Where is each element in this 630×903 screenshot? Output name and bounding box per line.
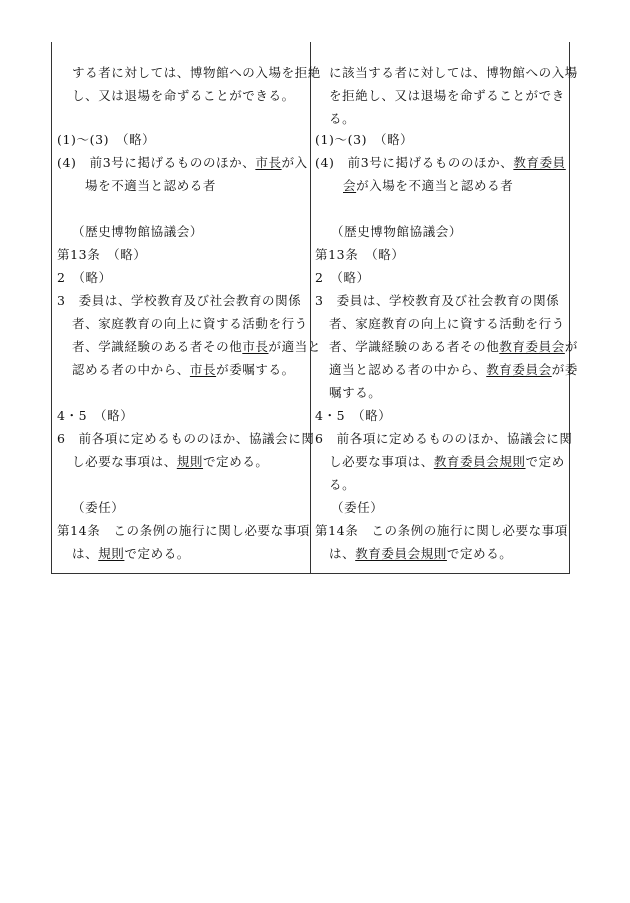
right-line-15: 4・5 （略） bbox=[315, 408, 392, 423]
right-line-7: （歴史博物館協議会） bbox=[331, 224, 463, 239]
right-line-11: 者、家庭教育の向上に資する活動を行う bbox=[329, 316, 565, 331]
left-line-1: する者に対しては、博物館への入場を拒絶 bbox=[72, 65, 321, 80]
left-line-11: 者、学識経験のある者その他市長が適当と bbox=[72, 339, 321, 354]
right-column bbox=[311, 42, 578, 573]
left-line-12: 認める者の中から、市長が委嘱する。 bbox=[72, 362, 295, 377]
left-line-7: 第13条 （略） bbox=[57, 247, 147, 262]
right-line-6: 会が入場を不適当と認める者 bbox=[343, 178, 514, 193]
right-line-19: （委任） bbox=[331, 500, 384, 515]
left-line-9: 3 委員は、学校教育及び社会教育の関係 bbox=[57, 293, 302, 308]
left-line-18: は、規則で定める。 bbox=[72, 546, 190, 561]
comparison-table bbox=[51, 42, 578, 574]
left-line-16: （委任） bbox=[72, 500, 125, 515]
left-line-2: し、又は退場を命ずることができる。 bbox=[72, 88, 295, 103]
right-line-14: 嘱する。 bbox=[329, 385, 382, 400]
left-line-6: （歴史博物館協議会） bbox=[72, 224, 204, 239]
right-line-20: 第14条 この条例の施行に関し必要な事項 bbox=[315, 523, 568, 538]
right-line-9: 2 （略） bbox=[315, 270, 370, 285]
right-line-10: 3 委員は、学校教育及び社会教育の関係 bbox=[315, 293, 560, 308]
right-line-8: 第13条 （略） bbox=[315, 247, 405, 262]
left-line-15: し必要な事項は、規則で定める。 bbox=[72, 454, 269, 469]
right-line-5: (4) 前3号に掲げるもののほか、教育委員 bbox=[315, 155, 566, 170]
left-line-3: (1)～(3) （略） bbox=[57, 132, 156, 147]
right-line-16: 6 前各項に定めるもののほか、協議会に関 bbox=[315, 431, 573, 446]
left-line-14: 6 前各項に定めるもののほか、協議会に関 bbox=[57, 431, 315, 446]
left-line-17: 第14条 この条例の施行に関し必要な事項 bbox=[57, 523, 310, 538]
right-line-3: る。 bbox=[329, 111, 356, 126]
left-line-10: 者、家庭教育の向上に資する活動を行う bbox=[72, 316, 308, 331]
left-line-4: (4) 前3号に掲げるもののほか、市長が入 bbox=[57, 155, 308, 170]
left-line-5: 場を不適当と認める者 bbox=[85, 178, 217, 193]
left-line-8: 2 （略） bbox=[57, 270, 112, 285]
right-line-13: 適当と認める者の中から、教育委員会が委 bbox=[329, 362, 578, 377]
right-line-21: は、教育委員会規則で定める。 bbox=[329, 546, 513, 561]
left-column bbox=[52, 42, 321, 573]
right-line-1: に該当する者に対しては、博物館への入場 bbox=[329, 65, 578, 80]
right-line-17: し必要な事項は、教育委員会規則で定め bbox=[329, 454, 565, 469]
left-line-13: 4・5 （略） bbox=[57, 408, 134, 423]
right-line-12: 者、学識経験のある者その他教育委員会が bbox=[329, 339, 578, 354]
right-line-18: る。 bbox=[329, 477, 356, 492]
right-line-2: を拒絶し、又は退場を命ずることができ bbox=[329, 88, 565, 103]
right-line-4: (1)～(3) （略） bbox=[315, 132, 414, 147]
